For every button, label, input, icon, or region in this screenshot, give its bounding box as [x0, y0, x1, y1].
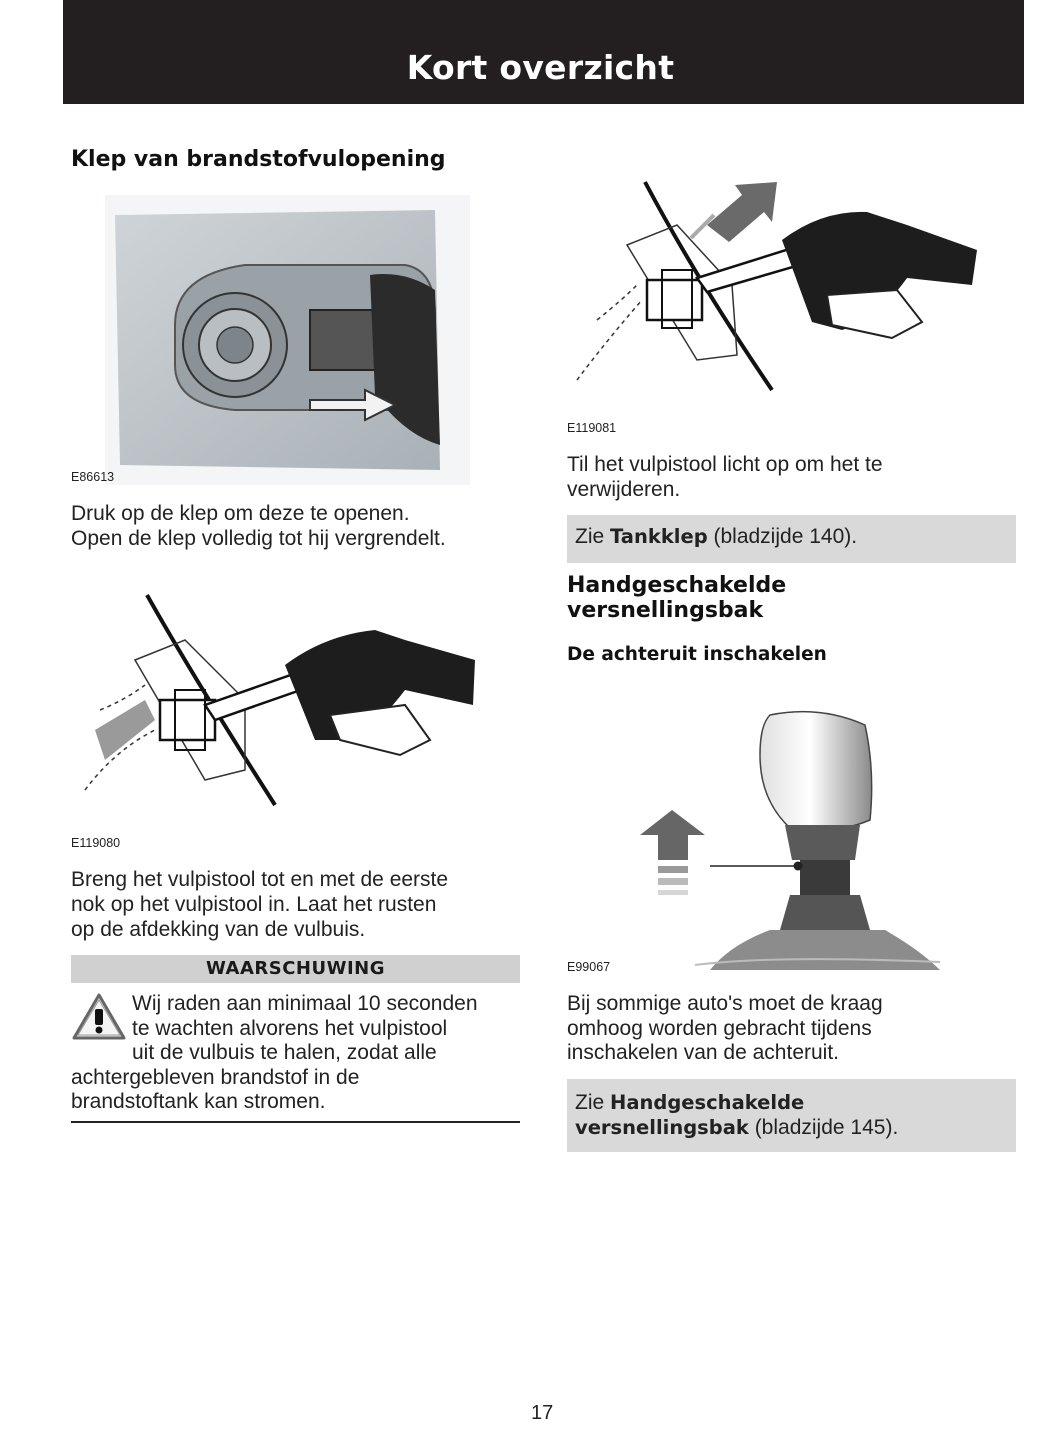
warning-text: Wij raden aan minimaal 10 seconden — [132, 992, 478, 1015]
figure-code: E86613 — [71, 470, 115, 484]
instruction-text: Druk op de klep om deze te openen. — [71, 502, 410, 525]
reference-link-tankklep[interactable]: Tankklep — [610, 525, 708, 548]
instruction-text: op de afdekking van de vulbuis. — [71, 918, 366, 941]
nozzle-remove-illustration — [567, 170, 987, 395]
gear-knob-illustration — [620, 700, 950, 975]
chapter-header — [63, 0, 1024, 104]
warning-triangle-icon — [71, 992, 127, 1042]
instruction-text: omhoog worden gebracht tijdens — [567, 1017, 872, 1040]
fuel-flap-illustration — [105, 195, 470, 485]
figure-code: E119080 — [71, 836, 121, 850]
instruction-text: Til het vulpistool licht op om het te — [567, 453, 883, 476]
warning-text: te wachten alvorens het vulpistool — [132, 1017, 448, 1040]
instruction-text: nok op het vulpistool in. Laat het rusten — [71, 893, 437, 916]
section-title-fuel-flap: Klep van brandstofvulopening — [71, 147, 446, 172]
instruction-text: Breng het vulpistool tot en met de eerste — [71, 868, 449, 891]
warning-divider — [71, 1121, 520, 1123]
figure-code: E119081 — [567, 421, 617, 435]
warning-text: uit de vulbuis te halen, zodat alle — [132, 1041, 437, 1064]
nozzle-insert-illustration — [75, 590, 495, 815]
instruction-text: Open de klep volledig tot hij vergrendelt. — [71, 527, 446, 550]
instruction-text: verwijderen. — [567, 478, 681, 501]
warning-heading: WAARSCHUWING — [71, 955, 520, 983]
figure-code: E99067 — [567, 960, 611, 974]
reference-note: Zie Handgeschakelde versnellingsbak (bladzijde 145). — [567, 1079, 1016, 1152]
reference-link-gearbox[interactable]: Handgeschakelde — [610, 1091, 805, 1114]
instruction-text: inschakelen van de achteruit. — [567, 1041, 840, 1064]
section-title-gearbox: Handgeschakelde versnellingsbak — [567, 573, 787, 623]
subsection-title-reverse: De achteruit inschakelen — [567, 644, 827, 665]
warning-text: achtergebleven brandstof in de — [71, 1066, 360, 1089]
reference-link-gearbox-cont[interactable]: versnellingsbak — [575, 1115, 749, 1139]
reference-note: Zie Tankklep (bladzijde 140). — [567, 515, 1016, 563]
chapter-title: Kort overzicht — [406, 47, 675, 87]
warning-text: brandstoftank kan stromen. — [71, 1090, 326, 1113]
page-number: 17 — [531, 1402, 554, 1424]
instruction-text: Bij sommige auto's moet de kraag — [567, 992, 883, 1015]
